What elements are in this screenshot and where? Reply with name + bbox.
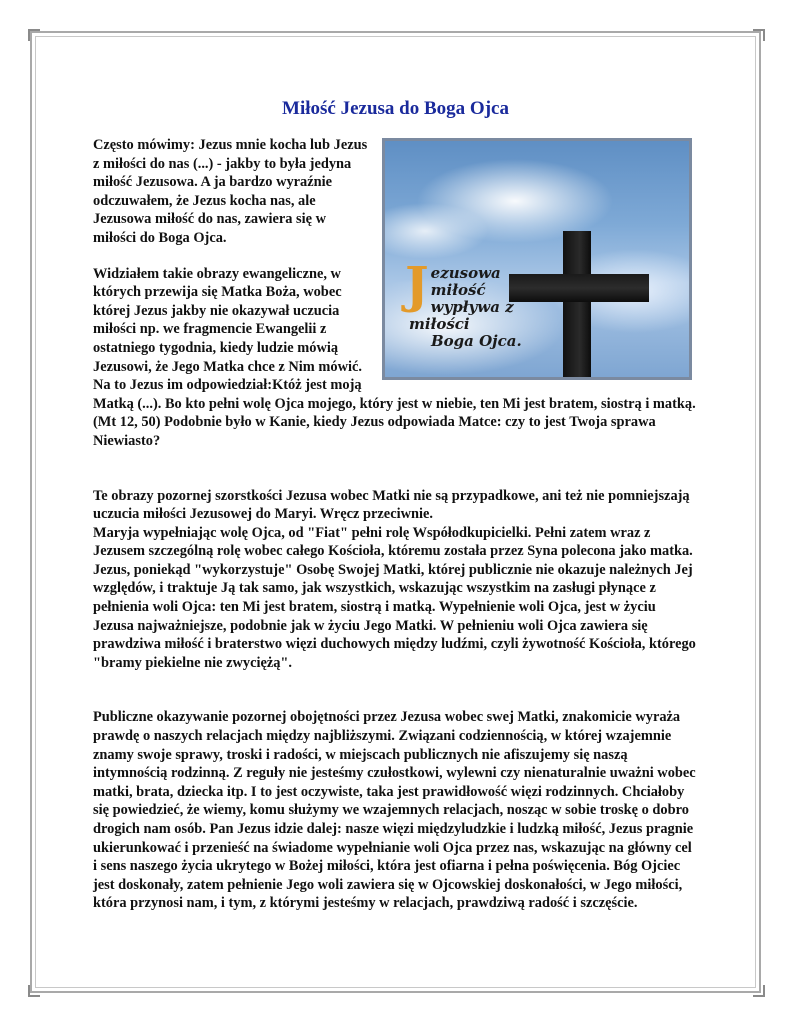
article-body [93,136,699,913]
paragraph: Widziałem takie obrazy ewangeliczne, w których przewija się Matka Boża, wobec której Jezus jakby nie okazywał uczucia miłości np. we fragmencie Ewangelii z ostatniego tygodnia, kiedy ludzie mówią Jezusowi, że Jego Matka chce z Nim mówić. Na to Jezus im odpowiedział:Któż jest moją Matką (...). Bo kto pełni wolę Ojca mojego, który jest w niebie, ten Mi jest bratem, siostrą i matką. (Mt 12, 50) Podobnie było w Kanie, kiedy Jezus odpowiada Matce: czy to jest Twoja sprawa Niewiasto? [93,265,696,449]
page-title: Miłość Jezusa do Boga Ojca [282,98,509,119]
paragraph: Często mówimy: Jezus mnie kocha lub Jezus z miłości do nas (...) - jakby to była jedyna miłość Jezusowa. A ja bardzo wyraźnie odczuwałem, że Jezus kocha nas, ale Jezusowa miłość do nas, zawiera się w miłości do Boga Ojca. [93,137,368,246]
corner-ornament [753,29,765,41]
caption-line-3: Boga Ojca. [431,332,522,350]
cross-icon [563,231,591,380]
corner-ornament [28,985,40,997]
caption-line-1: ezusowa miłość [430,264,501,299]
corner-ornament [753,985,765,997]
illustration-caption [405,255,558,350]
paragraph: Maryja wypełniając wolę Ojca, od "Fiat" pełni rolę Współodkupicielki. Pełni zatem wraz z Jezusem szczególną rolę wobec całego Kościoła, któremu została przez Syna polecona jako matka. Jezus, poniekąd "wykorzystuje" Osobę Swojej Matki, której publicznie nie okazuje należnych Jej względów, i traktuje Ją tak samo, jak wszystkich, wskazując wszystkim na zasługi płynące z pełnienia woli Ojca: ten Mi jest bratem, siostrą i matką. Wypełnienie woli Ojca, jest w życiu Jezusa najważniejsze, podobnie jak w życiu Jego Matki. W pełnieniu woli Ojca zawiera się prawdziwa miłość i braterstwo więzi duchowych między ludźmi, czyli żywotność Kościoła, którego "bramy piekielne nie zwyciężą". [93,524,696,671]
caption-line-2: wypływa z miłości [409,298,514,333]
paragraph: Publiczne okazywanie pozornej obojętności przez Jezusa wobec swej Matki, znakomicie wyraża prawdę o naszych relacjach między najbliższymi. Związani codziennością, w której wzajemnie znamy swoje sprawy, troski i radości, w miejscach publicznych nie afiszujemy się naszą intymnością rodzinną. Z reguły nie jesteśmy czułostkowi, wylewni czy nienaturalnie uważni wobec matki, brata, dziecka itp. I to jest oczywiste, taka jest prawidłowość więzi rodzinnych. Chciałoby się powiedzieć, że wiemy, komu służymy we wzajemnych relacjach, nosząc w sobie troskę o dobro drogich nam osób. Pan Jezus idzie dalej: nasze więzi międzyludzkie i ludzką miłość, Jezus pragnie ukierunkować i przenieść na świadome wypełnianie woli Ojca przez nas, wskazując na główny cel i sens naszego życia ukrytego w Bożej miłości, która jest ofiarna i pełna poświęcenia. Bóg Ojciec jest doskonały, zatem pełnienie Jego woli zawiera się w Ojcowskiej doskonałości, w Jego miłości, która przynosi nam, i tym, z którymi jesteśmy w relacjach, prawdziwą radość i szczęście. [93,709,696,912]
corner-ornament [28,29,40,41]
paragraph: Te obrazy pozornej szorstkości Jezusa wobec Matki nie są przypadkowe, ani też nie pomniejszają uczucia miłości Jezusowej do Maryi. Wręcz przeciwnie. [93,487,690,523]
caption-initial: J [405,255,429,314]
cross-sky-illustration [382,138,692,380]
